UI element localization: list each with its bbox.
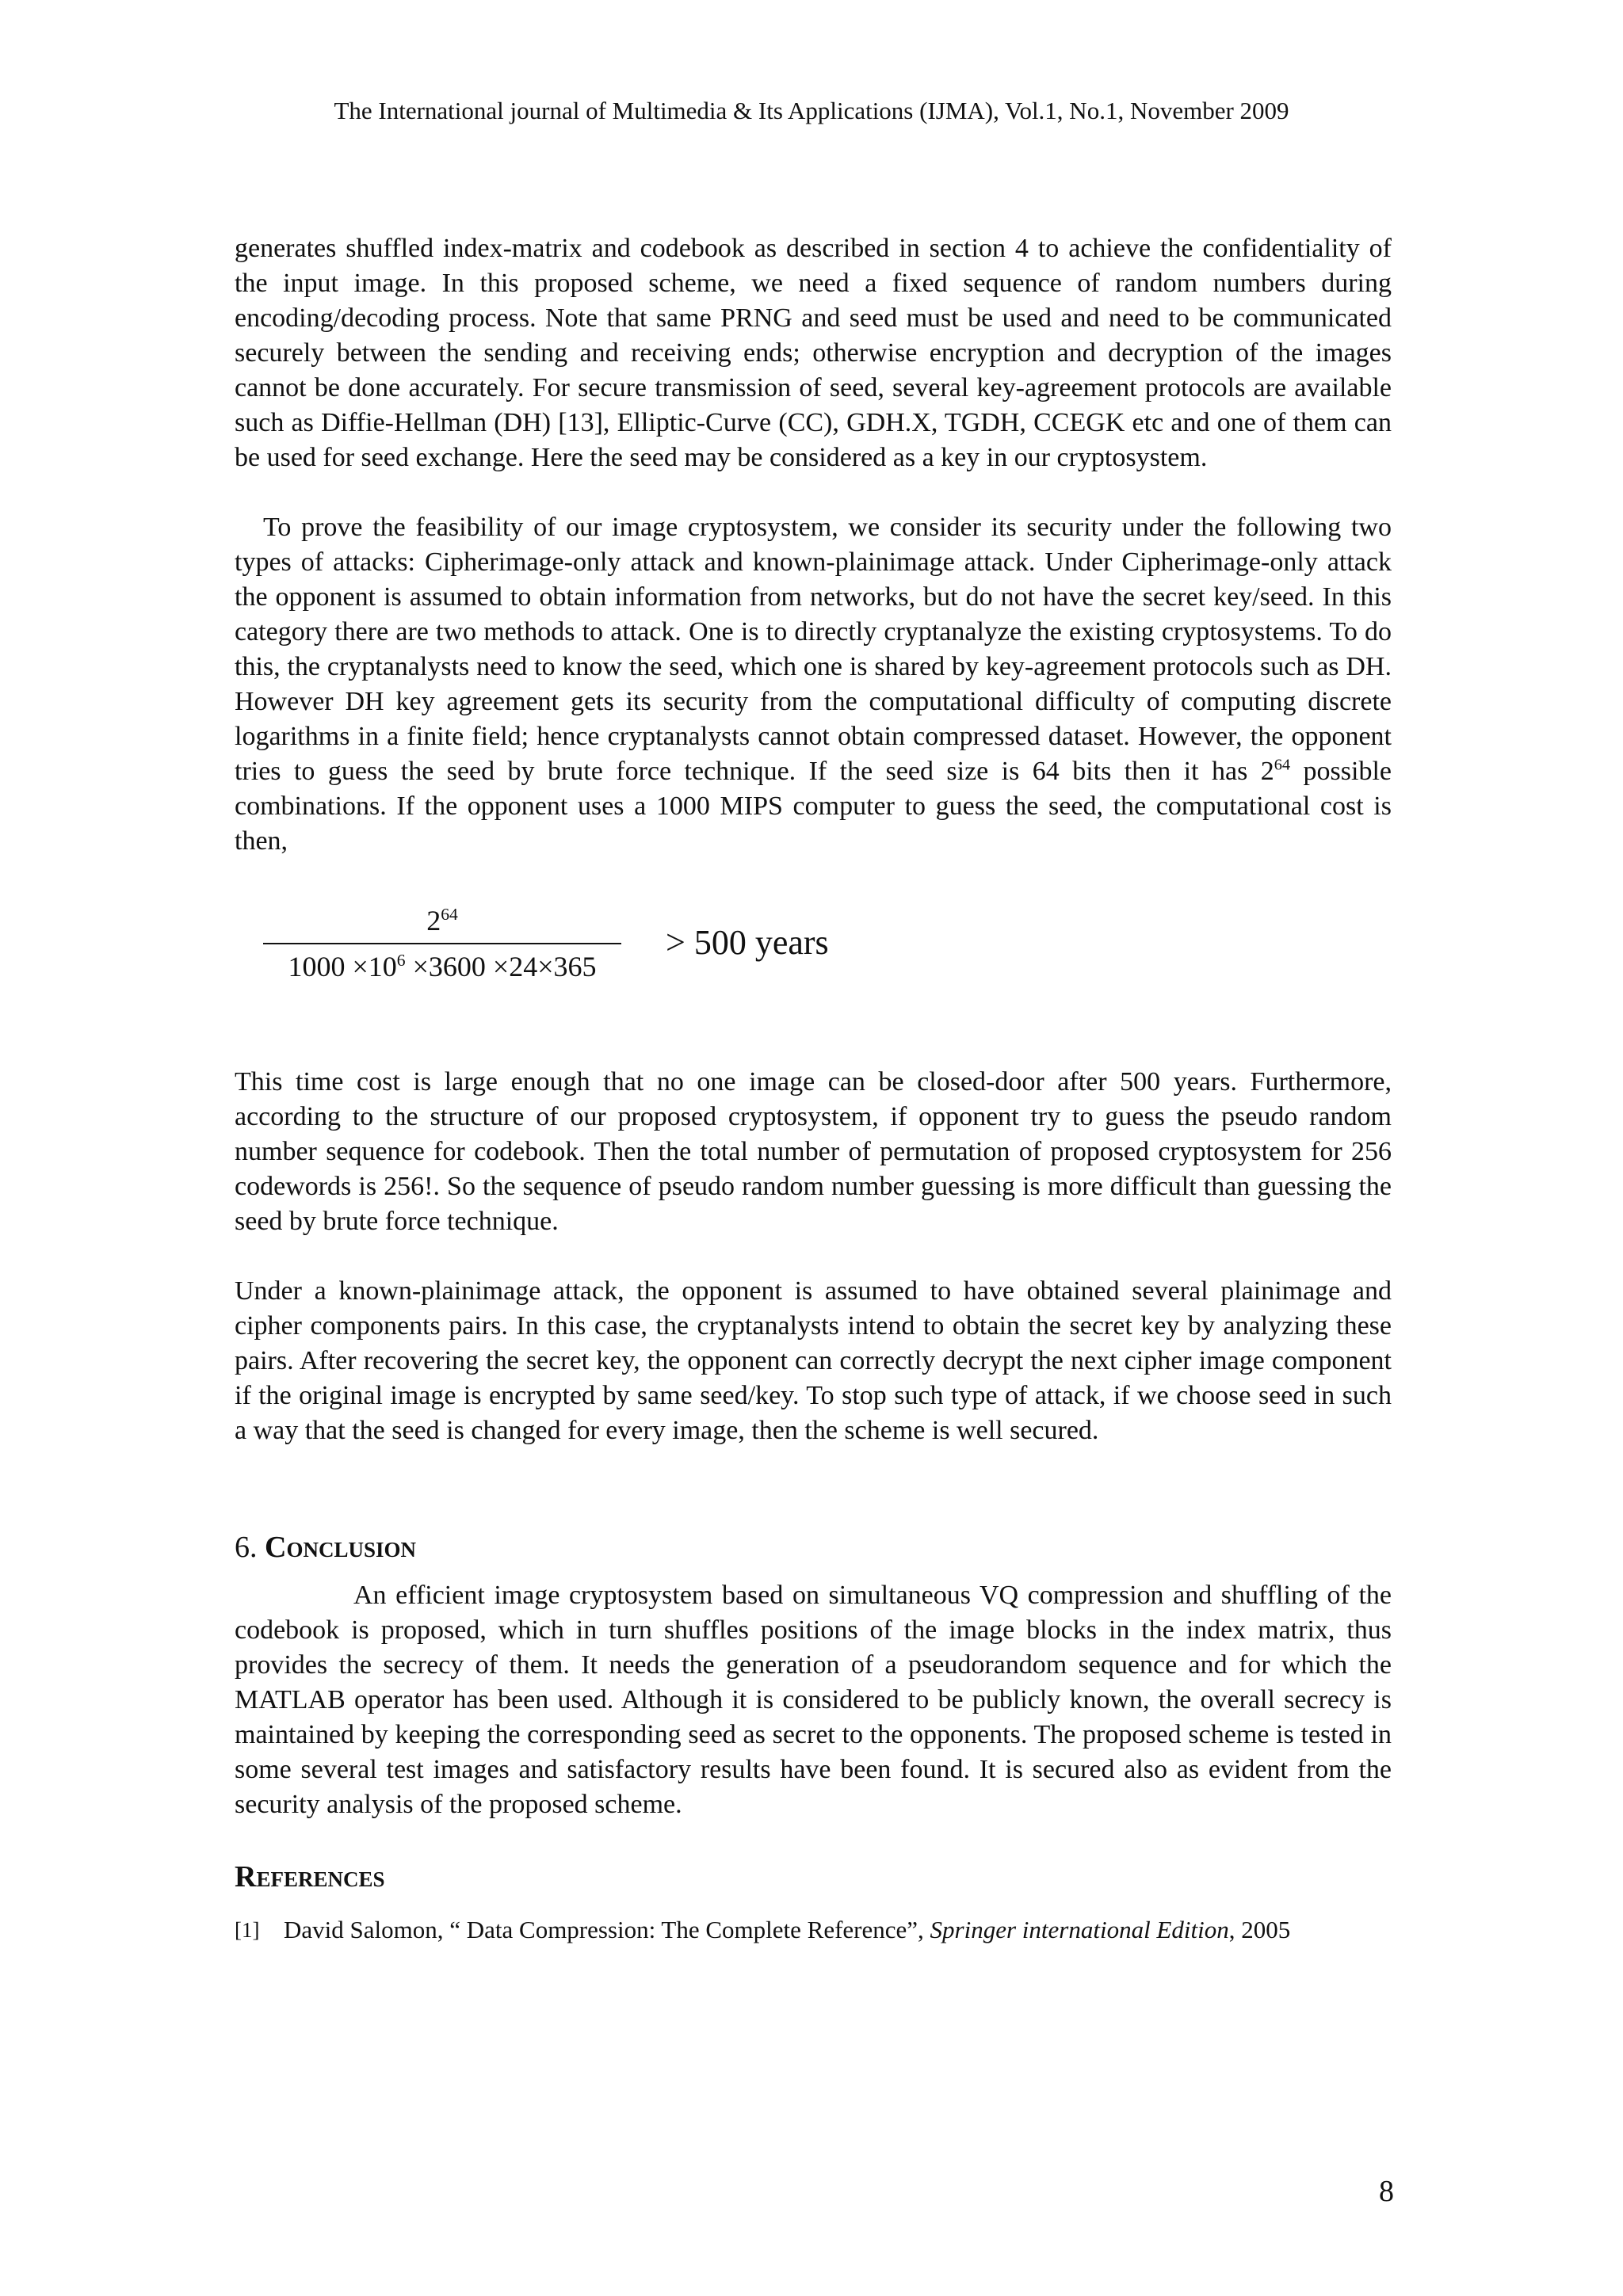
formula-fraction: [263, 898, 621, 989]
reference-text: David Salomon, “ Data Compression: The Complete Reference”,: [284, 1916, 930, 1943]
page-number: 8: [1379, 2175, 1394, 2208]
section-number: 6.: [235, 1531, 265, 1564]
numerator-base: 2: [426, 905, 441, 936]
paragraph-seed-exchange: generates shuffled index-matrix and codebook as described in section 4 to achieve the confidentiality of the input image. In this proposed scheme, we need a fixed sequence of random numbers during encoding/decoding process. Note that same PRNG and seed must be used and need to be communicated securely between the sending and receiving ends; otherwise encryption and decryption of the images cannot be done accurately. For secure transmission of seed, several key-agreement protocols are available such as Diffie-Hellman (DH) [13], Elliptic-Curve (CC), GDH.X, TGDH, CCEGK etc and one of them can be used for seed exchange. Here the seed may be considered as a key in our cryptosystem.: [235, 234, 1392, 472]
formula-numerator: [263, 898, 621, 943]
references-heading: [235, 1857, 1392, 1897]
paragraph-security-analysis: [235, 510, 1392, 859]
references-title: References: [235, 1860, 385, 1894]
denominator-exponent: 6: [396, 951, 406, 970]
denominator-part-1: 1000 ×10: [288, 951, 397, 982]
section-title: Conclusion: [265, 1531, 416, 1564]
reference-publisher: Springer international Edition: [930, 1916, 1229, 1943]
paragraph-known-plainimage: Under a known-plainimage attack, the opponent is assumed to have obtained several plainimage and cipher components pairs. In this case, the cryptanalysts intend to obtain the secret key by analyzing these pairs. After recovering the secret key, the opponent can correctly decrypt the next cipher image component if the original image is encrypted by same seed/key. To stop such type of attack, if we choose seed in such a way that the seed is changed for every image, then the scheme is well secured.: [235, 1276, 1392, 1445]
running-header: The International journal of Multimedia & Its Applications (IJMA), Vol.1, No.1, November 2009: [334, 97, 1289, 124]
numerator-exponent: 64: [441, 905, 458, 924]
paragraph-security-analysis-text-2: possible combinations. If the opponent uses a 1000 MIPS computer to guess the seed, the computational cost is then,: [235, 757, 1392, 856]
paragraph-time-cost: This time cost is large enough that no one image can be closed-door after 500 years. Furthermore, according to the structure of our proposed cryptosystem, if opponent try to guess the pseudo random number sequence for codebook. Then the total number of permutation of proposed cryptosystem for 256 codewords is 256!. So the sequence of pseudo random number guessing is more difficult than guessing the seed by brute force technique.: [235, 1067, 1392, 1236]
computational-cost-formula: [235, 898, 1392, 1033]
section-heading-conclusion: [235, 1527, 1392, 1567]
formula-denominator: [263, 944, 621, 989]
paragraph-conclusion: An efficient image cryptosystem based on simultaneous VQ compression and shuffling of the codebook is proposed, which in turn shuffles positions of the image blocks in the index matrix, thus provides the secrecy of them. It needs the generation of a pseudorandom sequence and for which the MATLAB operator has been used. Although it is considered to be publicly known, the overall secrecy is maintained by keeping the corresponding seed as secret to the opponents. The proposed scheme is tested in some several test images and satisfactory results have been found. It is secured also as evident from the security analysis of the proposed scheme.: [235, 1581, 1392, 1819]
exponent-64: 64: [1274, 756, 1291, 774]
denominator-part-2: ×3600 ×24×365: [405, 951, 597, 982]
reference-number: [1]: [235, 1918, 260, 1942]
paragraph-security-analysis-text-1: To prove the feasibility of our image cryptosystem, we consider its security under the following two types of attacks: Cipherimage-only attack and known-plainimage attack. Under Cipherimage-only attack the opponent is assumed to obtain information from networks, but do not have the secret key/seed. In this category there are two methods to attack. One is to directly cryptanalyze the existing cryptosystems. To do this, the cryptanalysts need to know the seed, which one is shared by key-agreement protocols such as DH. However DH key agreement gets its security from the computational difficulty of computing discrete logarithms in a finite field; hence cryptanalysts cannot obtain compressed dataset. However, the opponent tries to guess the seed by brute force technique. If the seed size is 64 bits then it has 2: [235, 513, 1392, 786]
formula-result: > 500 years: [666, 923, 829, 962]
reference-year: , 2005: [1228, 1916, 1291, 1943]
reference-item: [235, 1914, 1392, 1946]
page-content: [235, 231, 1392, 1946]
